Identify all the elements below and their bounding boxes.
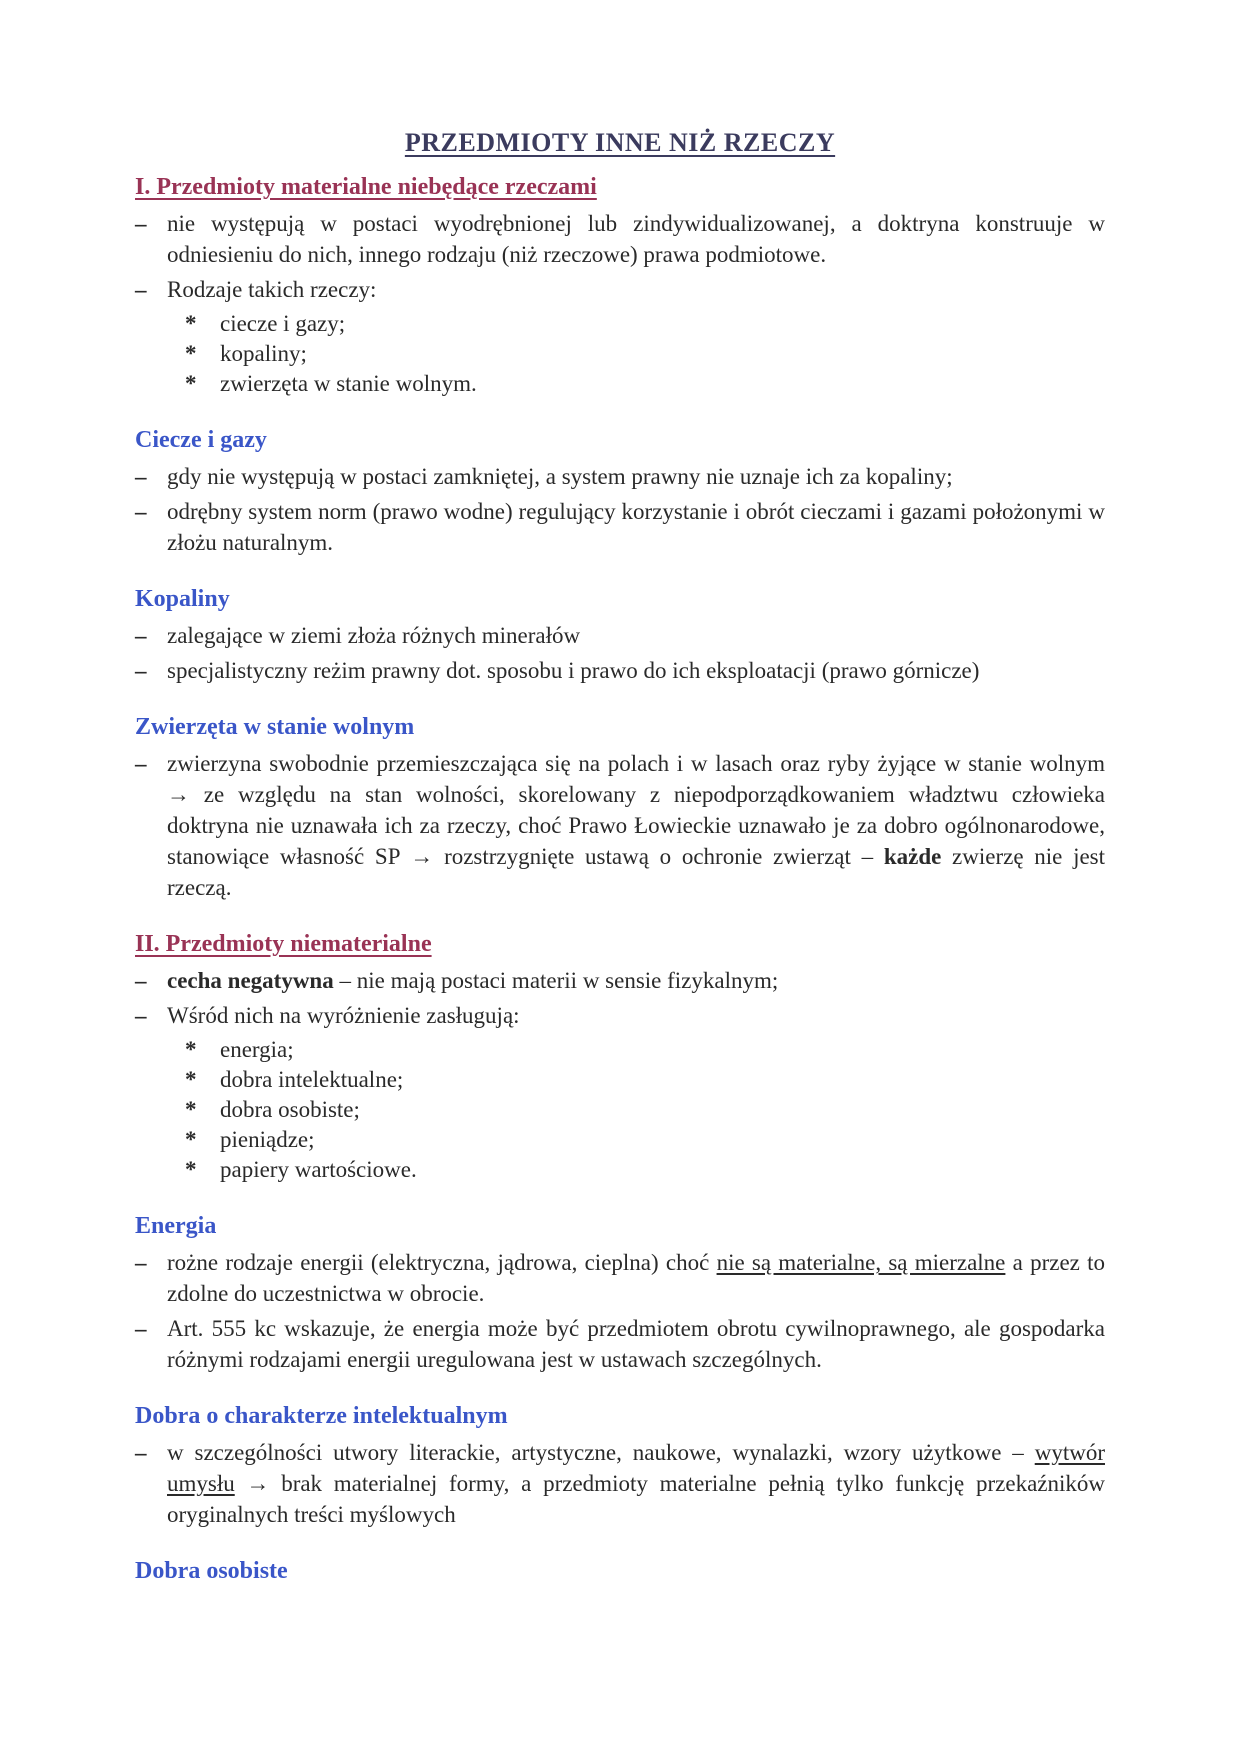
text-run: nie są materialne, są mierzalne <box>716 1250 1006 1275</box>
section-heading: I. Przedmioty materialne niebędące rzeczami <box>135 174 597 200</box>
bullet-item <box>135 965 1105 996</box>
bullet-text <box>167 1437 1105 1530</box>
text-run: gdy nie występują w postaci zamkniętej, a system prawny nie uznaje ich za kopaliny; <box>167 464 953 489</box>
bullet-text <box>167 965 1105 996</box>
text-run: ciecze i gazy; <box>220 311 346 336</box>
text-run: każde <box>883 844 942 869</box>
text-run: zwierzyna swobodnie przemieszczająca się na polach i w lasach oraz ryby żyjące w stanie wolnym → ze względu na stan wolności, skorelowany z niepodporządkowaniem władztwu człowieka doktryna nie uznawała ich za rzeczy, choć Prawo Łowieckie uznawało je za dobro ogólnonarodowe, stanowiące własność SP → rozstrzygnięte ustawą o ochronie zwierząt – <box>167 751 1105 869</box>
text-run: → brak materialnej formy, a przedmioty materialne pełnią tylko funkcję przekaźników oryginalnych treści myślowych <box>167 1471 1105 1527</box>
bullet-text <box>167 655 1105 686</box>
text-run: odrębny system norm (prawo wodne) regulujący korzystanie i obrót cieczami i gazami położonymi w złożu naturalnym. <box>167 499 1105 555</box>
text-run: wytwór umysłu <box>167 1440 1105 1496</box>
dash-bullet-marker: – <box>135 623 147 648</box>
bullet-item <box>135 274 1105 305</box>
text-run: Art. 555 kc wskazuje, że energia może być przedmiotem obrotu cywilnoprawnego, ale gospodarka różnymi rodzajami energii uregulowana jest w ustawach szczególnych. <box>167 1316 1105 1372</box>
star-bullet-marker: * <box>185 1157 197 1182</box>
text-run: – nie mają postaci materii w sensie fizykalnym; <box>333 968 779 993</box>
dash-bullet-marker: – <box>135 499 147 524</box>
bullet-item <box>135 208 1105 270</box>
star-bullet-marker: * <box>185 1037 197 1062</box>
page-title: PRZEDMIOTY INNE NIŻ RZECZY <box>404 128 836 157</box>
bullet-text <box>167 1247 1105 1309</box>
dash-bullet-marker: – <box>135 1316 147 1341</box>
bullet-text <box>167 496 1105 558</box>
bullet-text <box>220 1155 1105 1185</box>
text-run: pieniądze; <box>220 1127 315 1152</box>
text-run: papiery wartościowe. <box>220 1157 417 1182</box>
star-bullet-marker: * <box>185 341 197 366</box>
sub-heading: Ciecze i gazy <box>135 427 267 453</box>
dash-bullet-marker: – <box>135 751 147 776</box>
bullet-item <box>135 1313 1105 1375</box>
text-run: a przez to zdolne do uczestnictwa w obrocie. <box>167 1250 1105 1306</box>
star-bullet-marker: * <box>185 1067 197 1092</box>
dash-bullet-marker: – <box>135 1003 147 1028</box>
text-run: kopaliny; <box>220 341 307 366</box>
sub-bullet-item <box>185 1095 1105 1125</box>
star-bullet-marker: * <box>185 1097 197 1122</box>
dash-bullet-marker: – <box>135 464 147 489</box>
sub-bullet-item <box>185 1155 1105 1185</box>
sub-bullet-item <box>185 369 1105 399</box>
bullet-item <box>135 1000 1105 1031</box>
bullet-text <box>220 1065 1105 1095</box>
bullet-text <box>167 274 1105 305</box>
sub-heading: Dobra o charakterze intelektualnym <box>135 1403 508 1429</box>
text-run: dobra intelektualne; <box>220 1067 404 1092</box>
bullet-item <box>135 620 1105 651</box>
bullet-text <box>167 461 1105 492</box>
dash-bullet-marker: – <box>135 968 147 993</box>
sub-heading: Energia <box>135 1213 217 1239</box>
sub-heading: Dobra osobiste <box>135 1558 288 1584</box>
sub-bullet-item <box>185 309 1105 339</box>
star-bullet-marker: * <box>185 371 197 396</box>
section-heading: II. Przedmioty niematerialne <box>135 931 432 957</box>
sub-heading: Zwierzęta w stanie wolnym <box>135 714 415 740</box>
text-run: Rodzaje takich rzeczy: <box>167 277 377 302</box>
dash-bullet-marker: – <box>135 277 147 302</box>
bullet-item <box>135 655 1105 686</box>
sub-heading: Kopaliny <box>135 586 230 612</box>
bullet-text <box>167 208 1105 270</box>
sub-bullet-item <box>185 1035 1105 1065</box>
sub-bullet-item <box>185 1125 1105 1155</box>
bullet-text <box>167 1313 1105 1375</box>
text-run: zalegające w ziemi złoża różnych minerałów <box>167 623 581 648</box>
bullet-item <box>135 496 1105 558</box>
bullet-text <box>167 620 1105 651</box>
bullet-item <box>135 748 1105 903</box>
bullet-item <box>135 461 1105 492</box>
text-run: zwierzę nie jest rzeczą. <box>167 844 1106 900</box>
bullet-text <box>167 1000 1105 1031</box>
text-run: energia; <box>220 1037 294 1062</box>
bullet-text <box>220 1095 1105 1125</box>
dash-bullet-marker: – <box>135 658 147 683</box>
text-run: nie występują w postaci wyodrębnionej lub zindywidualizowanej, a doktryna konstruuje w odniesieniu do nich, innego rodzaju (niż rzeczowe) prawa podmiotowe. <box>167 211 1105 267</box>
text-run: dobra osobiste; <box>220 1097 360 1122</box>
bullet-text <box>220 339 1105 369</box>
text-run: cecha negatywna <box>167 968 334 993</box>
text-run: Wśród nich na wyróżnienie zasługują: <box>167 1003 520 1028</box>
star-bullet-marker: * <box>185 311 197 336</box>
star-bullet-marker: * <box>185 1127 197 1152</box>
dash-bullet-marker: – <box>135 1250 147 1275</box>
dash-bullet-marker: – <box>135 1440 147 1465</box>
text-run: rożne rodzaje energii (elektryczna, jądrowa, cieplna) choć <box>167 1250 717 1275</box>
bullet-text <box>220 1125 1105 1155</box>
text-run: specjalistyczny reżim prawny dot. sposobu i prawo do ich eksploatacji (prawo górnicze) <box>167 658 980 683</box>
sub-bullet-item <box>185 339 1105 369</box>
bullet-text <box>167 748 1105 903</box>
dash-bullet-marker: – <box>135 211 147 236</box>
bullet-text <box>220 1035 1105 1065</box>
text-run: w szczególności utwory literackie, artystyczne, naukowe, wynalazki, wzory użytkowe – <box>167 1440 1035 1465</box>
document-body <box>135 172 1105 1586</box>
sub-bullet-item <box>185 1065 1105 1095</box>
text-run: zwierzęta w stanie wolnym. <box>220 371 477 396</box>
bullet-item <box>135 1247 1105 1309</box>
bullet-item <box>135 1437 1105 1530</box>
bullet-text <box>220 309 1105 339</box>
bullet-text <box>220 369 1105 399</box>
